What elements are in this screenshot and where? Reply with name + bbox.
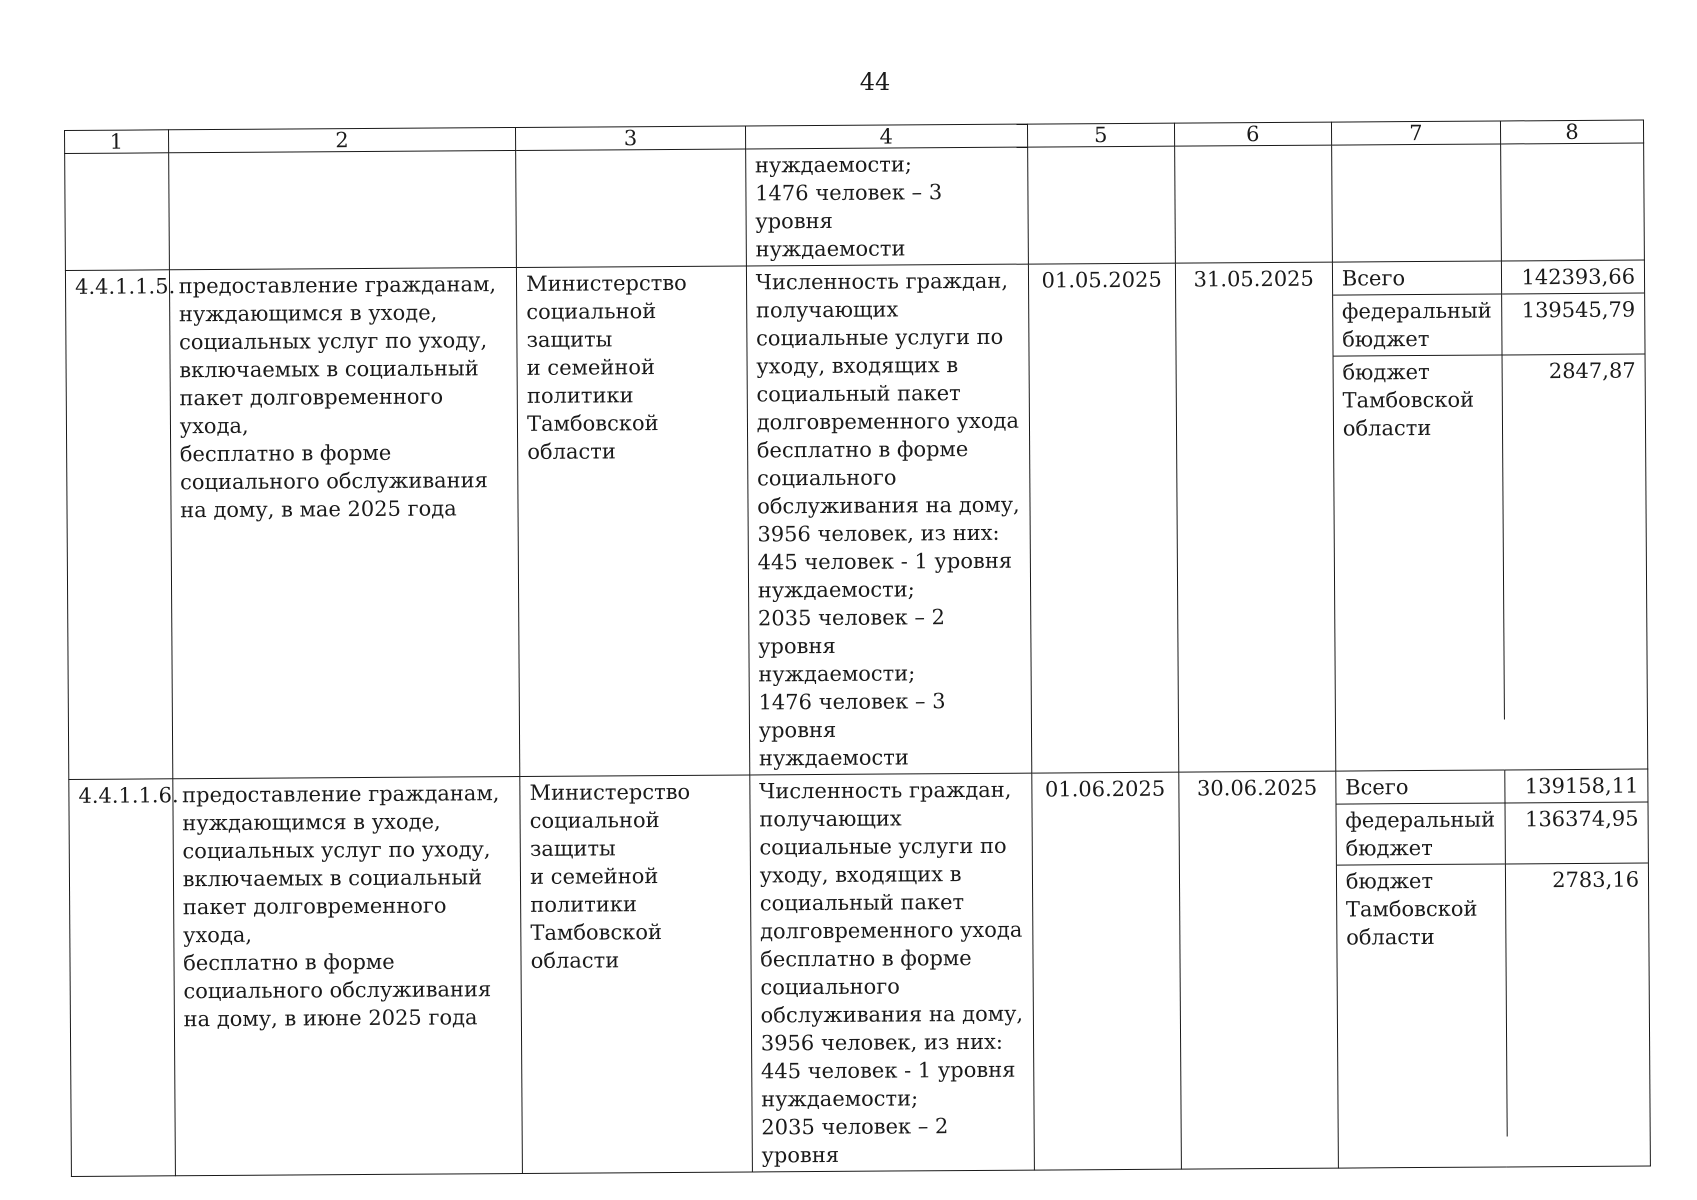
document-table-wrapper	[64, 120, 1651, 1177]
row-indicator: Численность граждан, получающих социальные услуги по уходу, входящих в социальный пакет долговременного ухода бесплатно в форме социального обслуживания на дому, 3956 человек, из них: 445 человек - 1 уровня нуждаемости; 2035 человек – 2 уровня	[750, 773, 1035, 1172]
row-executor: Министерство социальной защиты и семейной политики Тамбовской области	[517, 266, 750, 777]
cont-description-cell	[168, 151, 516, 270]
row-end-date: 30.06.2025	[1178, 771, 1338, 1169]
cont-end-cell	[1174, 145, 1332, 263]
funding-table	[1333, 261, 1647, 721]
table-row	[69, 769, 1651, 1176]
funding-amount: 136374,95	[1505, 802, 1647, 864]
row-funding	[1332, 260, 1648, 771]
funding-row-total	[1333, 261, 1644, 296]
funding-source: бюджет Тамбовской области	[1337, 864, 1508, 1138]
funding-amount: 139545,79	[1502, 293, 1644, 355]
cont-amount-cell	[1501, 143, 1645, 261]
column-header-5: 5	[1027, 123, 1174, 147]
funding-table	[1336, 770, 1650, 1138]
funding-row-federal	[1336, 802, 1648, 865]
column-header-1: 1	[65, 130, 169, 154]
funding-source: Всего	[1341, 266, 1406, 291]
cont-code-cell	[65, 153, 169, 271]
funding-row-federal	[1333, 293, 1645, 356]
row-code: 4.4.1.1.5.	[65, 270, 172, 780]
funding-amount: 2783,16	[1506, 863, 1650, 1136]
row-indicator: Численность граждан, получающих социальные услуги по уходу, входящих в социальный пакет долговременного ухода бесплатно в форме социального обслуживания на дому, 3956 человек, из них: 445 человек - 1 уровня нуждаемости; 2035 человек – 2 уровня нуждаемости; 1476 человек – 3 уровня нуждаемости	[746, 264, 1031, 775]
table-row	[65, 260, 1647, 779]
row-start-date: 01.05.2025	[1028, 263, 1178, 773]
row-description: предоставление гражданам, нуждающимся в уходе, социальных услуг по уходу, включаемых в социальный пакет долговременного ухода, бесплатно в форме социального обслуживания на дому, в мае 2025 года	[169, 268, 520, 779]
column-header-8: 8	[1500, 120, 1643, 144]
row-code: 4.4.1.1.6.	[69, 779, 175, 1177]
row-description: предоставление гражданам, нуждающимся в уходе, социальных услуг по уходу, включаемых в социальный пакет долговременного ухода, бесплатно в форме социального обслуживания на дому, в июне 2025 года	[173, 776, 523, 1175]
funding-amount: 2847,87	[1502, 354, 1646, 719]
column-header-6: 6	[1174, 122, 1331, 146]
column-header-7: 7	[1331, 121, 1500, 145]
plan-table	[64, 120, 1651, 1177]
funding-amount: 139158,11	[1505, 770, 1647, 803]
funding-source: бюджет Тамбовской области	[1333, 355, 1505, 721]
continuation-row	[65, 143, 1645, 270]
cont-source-cell	[1331, 144, 1501, 262]
cont-start-cell	[1027, 146, 1175, 264]
row-funding	[1336, 769, 1651, 1168]
cont-executor-cell	[516, 149, 746, 268]
funding-source: Всего	[1345, 775, 1409, 800]
funding-amount: 142393,66	[1502, 261, 1644, 294]
column-header-2: 2	[168, 128, 516, 153]
funding-row-total	[1336, 770, 1647, 805]
column-header-4: 4	[745, 124, 1027, 149]
cont-indicator-cell: нуждаемости; 1476 человек – 3 уровня нуждаемости	[745, 147, 1028, 266]
row-end-date: 31.05.2025	[1175, 262, 1335, 772]
row-start-date: 01.06.2025	[1031, 772, 1181, 1170]
funding-row-regional	[1333, 354, 1647, 721]
page-number: 44	[859, 68, 891, 96]
funding-row-regional	[1337, 863, 1650, 1138]
column-header-3: 3	[516, 126, 746, 151]
funding-source: федеральный бюджет	[1336, 803, 1506, 865]
row-executor: Министерство социальной защиты и семейной политики Тамбовской области	[520, 775, 752, 1174]
funding-source: федеральный бюджет	[1333, 294, 1503, 356]
